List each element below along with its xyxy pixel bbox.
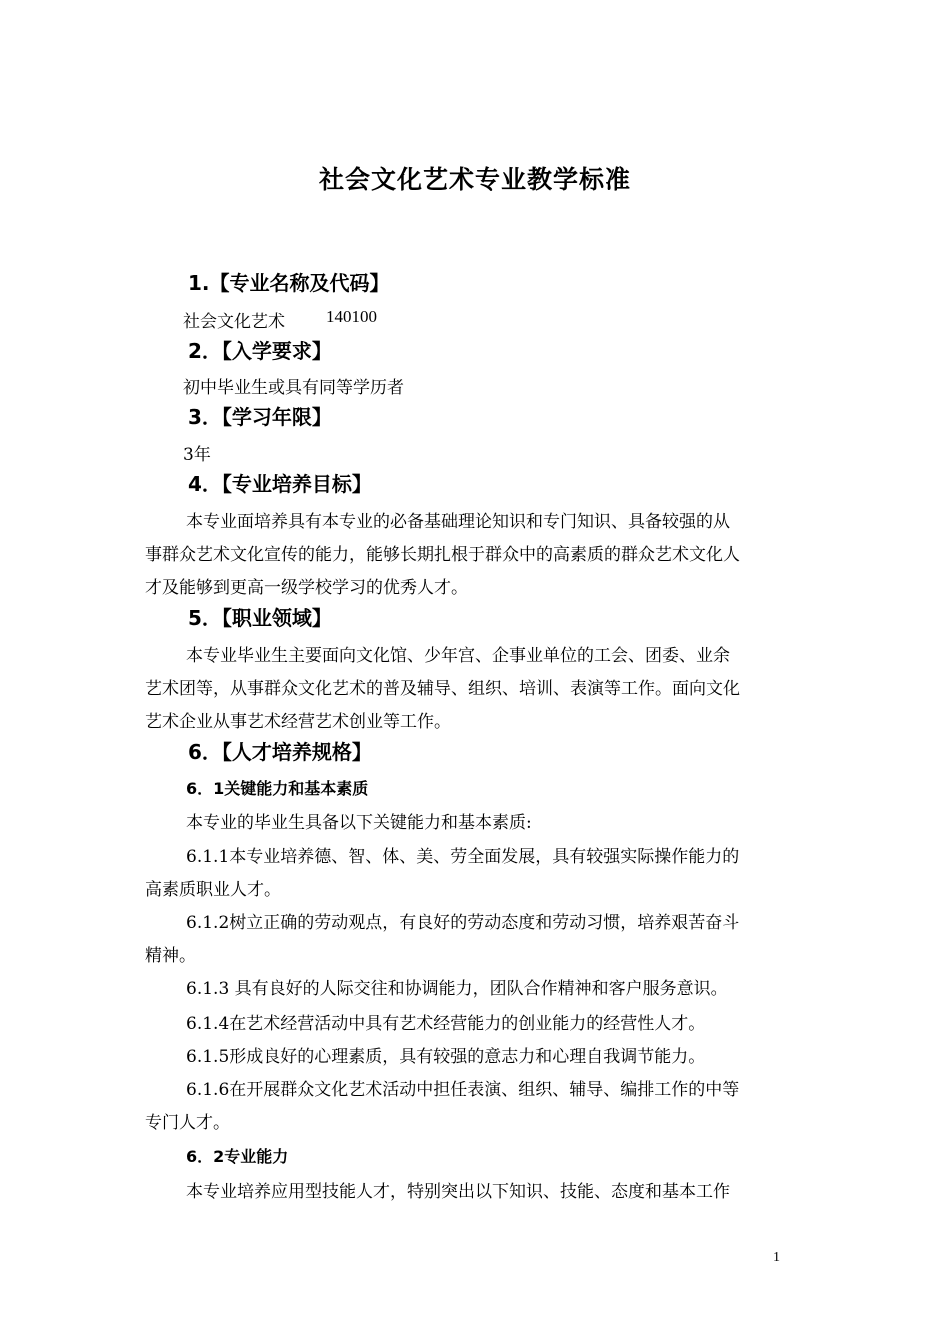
- ability-item: 6.1.2树立正确的劳动观点，有良好的劳动态度和劳动习惯，培养艰苦奋斗: [186, 913, 740, 933]
- ability-item: 专门人才。: [145, 1113, 230, 1133]
- ability-item: 6.1.5形成良好的心理素质，具有较强的意志力和心理自我调节能力。: [186, 1047, 706, 1067]
- major-name: 社会文化艺术: [183, 312, 285, 332]
- subsection-6-2-heading: 6．2专业能力: [186, 1147, 289, 1166]
- ability-item: 6.1.3 具有良好的人际交往和协调能力，团队合作精神和客户服务意识。: [186, 979, 728, 999]
- major-code: 140100: [326, 307, 377, 326]
- professional-ability-text: 本专业培养应用型技能人才，特别突出以下知识、技能、态度和基本工作: [186, 1182, 730, 1202]
- career-line: 艺术企业从事艺术经营艺术创业等工作。: [145, 712, 451, 732]
- subsection-6-1-heading: 6．1关键能力和基本素质: [186, 779, 369, 798]
- goal-line: 本专业面培养具有本专业的必备基础理论知识和专门知识、具备较强的从: [186, 512, 730, 532]
- ability-item: 精神。: [145, 946, 196, 966]
- ability-item: 高素质职业人才。: [145, 880, 281, 900]
- document-title: 社会文化艺术专业教学标准: [318, 165, 631, 194]
- ability-item: 6.1.4在艺术经营活动中具有艺术经营能力的创业能力的经营性人才。: [186, 1014, 706, 1034]
- section-3-heading: 3．【学习年限】: [188, 405, 332, 429]
- page-number: 1: [773, 1250, 780, 1265]
- goal-line: 事群众艺术文化宣传的能力，能够长期扎根于群众中的高素质的群众艺术文化人: [145, 545, 740, 565]
- section-4-heading: 4．【专业培养目标】: [188, 472, 372, 496]
- duration-text: 3年: [183, 445, 211, 465]
- admission-text: 初中毕业生或具有同等学历者: [183, 378, 404, 398]
- ability-item: 6.1.1本专业培养德、智、体、美、劳全面发展，具有较强实际操作能力的: [186, 847, 740, 867]
- subsection-intro: 本专业的毕业生具备以下关键能力和基本素质:: [186, 813, 532, 833]
- goal-line: 才及能够到更高一级学校学习的优秀人才。: [145, 578, 468, 598]
- section-6-heading: 6．【人才培养规格】: [188, 740, 372, 764]
- section-5-heading: 5．【职业领域】: [188, 606, 332, 630]
- section-2-heading: 2．【入学要求】: [188, 339, 332, 363]
- career-line: 艺术团等，从事群众文化艺术的普及辅导、组织、培训、表演等工作。面向文化: [145, 679, 740, 699]
- ability-item: 6.1.6在开展群众文化艺术活动中担任表演、组织、辅导、编排工作的中等: [186, 1080, 740, 1100]
- career-line: 本专业毕业生主要面向文化馆、少年宫、企事业单位的工会、团委、业余: [186, 646, 730, 666]
- section-1-heading: 1.【专业名称及代码】: [188, 271, 390, 295]
